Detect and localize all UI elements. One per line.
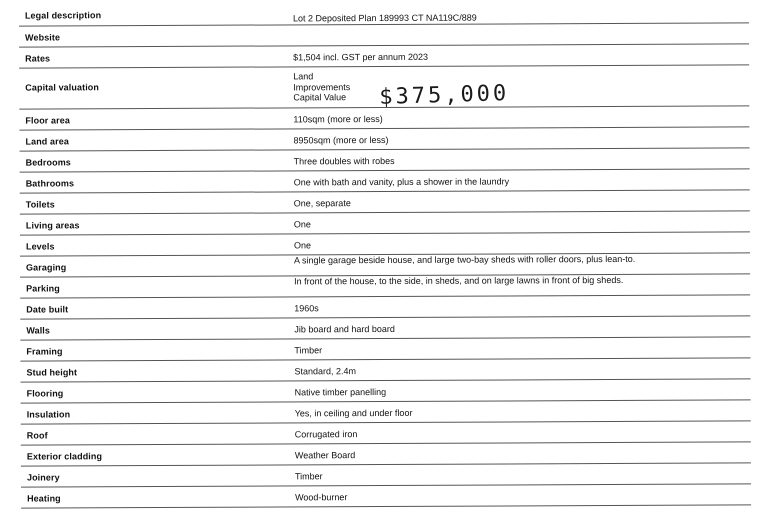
value-land-area: 8950sqm (more or less) [293, 134, 389, 146]
value-living-areas: One [293, 219, 311, 230]
value-insulation: Yes, in ceiling and under floor [294, 407, 413, 419]
value-exterior-cladding: Weather Board [294, 450, 356, 461]
value-toilets: One, separate [293, 198, 351, 209]
label-website: Website [25, 32, 61, 43]
value-legal-description: Lot 2 Deposited Plan 189993 CT NA119C/889 [292, 12, 477, 24]
value-levels: One [293, 240, 311, 251]
label-flooring: Flooring [26, 388, 64, 399]
label-levels: Levels [25, 241, 55, 252]
label-heating: Heating [27, 493, 61, 504]
value-rates: $1,504 incl. GST per annum 2023 [293, 51, 429, 63]
value-framing: Timber [294, 345, 323, 356]
value-bathrooms: One with bath and vanity, plus a shower in the laundry [293, 176, 510, 188]
label-capital-valuation: Capital valuation [25, 82, 100, 93]
handwritten-capital-value: $375,000 [378, 81, 510, 111]
label-joinery: Joinery [26, 472, 60, 483]
label-living-areas: Living areas [25, 220, 80, 231]
label-floor-area: Floor area [25, 115, 70, 126]
label-date-built: Date built [26, 304, 69, 315]
label-legal-description: Legal description [24, 10, 102, 21]
capital-land-label: Land [293, 71, 314, 82]
label-stud-height: Stud height [26, 367, 78, 378]
label-bathrooms: Bathrooms [25, 178, 75, 189]
value-date-built: 1960s [294, 303, 319, 314]
capital-value-label: Capital Value [293, 92, 347, 103]
label-garaging: Garaging [26, 262, 67, 273]
value-floor-area: 110sqm (more or less) [293, 114, 383, 125]
row-heating [21, 484, 751, 508]
capital-improvements-label: Improvements [293, 81, 351, 92]
value-roof: Corrugated iron [294, 429, 358, 440]
label-toilets: Toilets [25, 199, 55, 210]
capital-valuation-lines [293, 69, 743, 102]
value-bedrooms: Three doubles with robes [293, 155, 395, 167]
value-heating: Wood-burner [295, 492, 348, 503]
label-rates: Rates [25, 53, 51, 64]
value-website [293, 29, 743, 31]
label-parking: Parking [26, 283, 60, 294]
label-bedrooms: Bedrooms [25, 157, 71, 168]
value-stud-height: Standard, 2.4m [294, 366, 357, 377]
label-exterior-cladding: Exterior cladding [26, 451, 103, 462]
label-land-area: Land area [25, 136, 69, 147]
value-garaging: A single garage beside house, and large two-bay sheds with roller doors, plus lean-to. [293, 253, 636, 266]
value-parking: In front of the house, to the side, in sheds, and on large lawns in front of big sheds. [294, 274, 624, 287]
label-walls: Walls [26, 325, 51, 336]
value-walls: Jib board and hard board [294, 323, 395, 335]
label-framing: Framing [26, 346, 63, 357]
value-flooring: Native timber panelling [294, 386, 387, 398]
value-joinery: Timber [294, 471, 323, 482]
label-insulation: Insulation [26, 409, 71, 420]
label-roof: Roof [26, 430, 48, 441]
